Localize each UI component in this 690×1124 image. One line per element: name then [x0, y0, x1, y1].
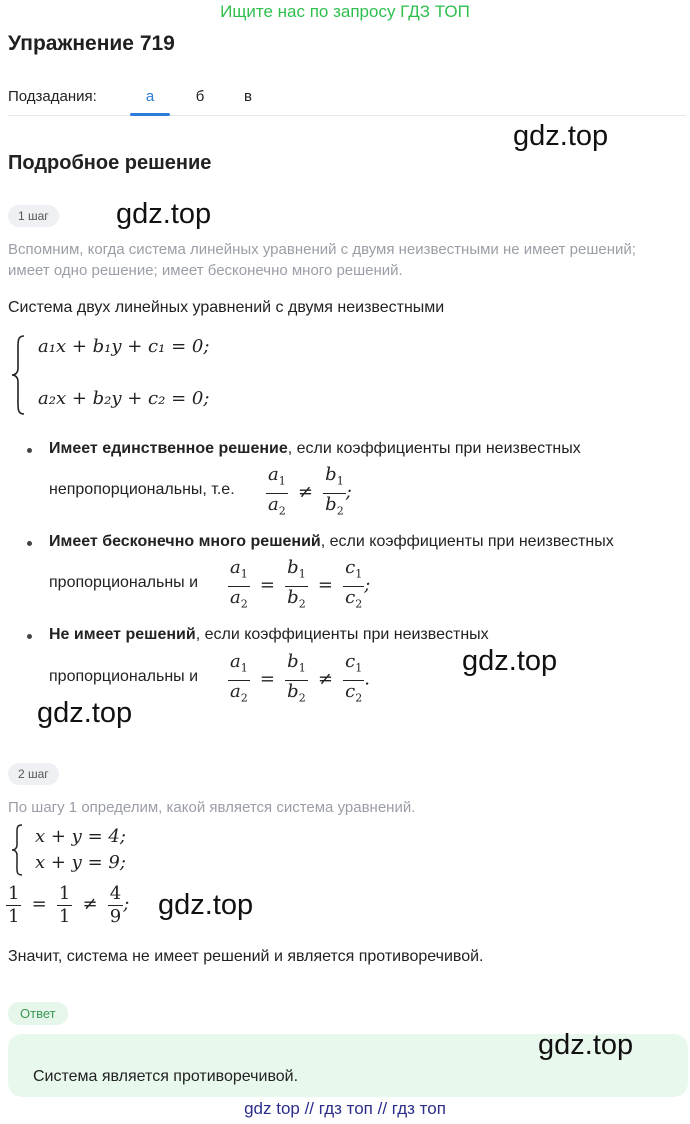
footer-links[interactable]: gdz top // гдз топ // гдз топ: [244, 1099, 446, 1118]
bullet-2-bold: Имеет бесконечно много решений: [49, 533, 321, 550]
left-brace-icon: [8, 334, 28, 416]
watermark: gdz.top: [37, 697, 133, 729]
bullet-dot: [27, 541, 32, 546]
active-tab-indicator: [130, 113, 170, 116]
tab-a[interactable]: а: [145, 88, 155, 105]
watermark: gdz.top: [462, 645, 558, 677]
step-2-intro: По шагу 1 определим, какой является система уравнений.: [8, 799, 416, 816]
search-banner[interactable]: Ищите нас по запросу ГДЗ ТОП: [220, 2, 470, 21]
system-label: Система двух линейных уравнений с двумя неизвестными: [8, 299, 445, 316]
left-brace-icon: [8, 823, 26, 877]
bullet-3-bold: Не имеет решений: [49, 626, 196, 643]
tab-v[interactable]: в: [244, 88, 252, 105]
step-1-badge: 1 шаг: [8, 205, 59, 227]
tab-b[interactable]: б: [195, 88, 205, 105]
step-2-relation: $\frac{1}{1}$ = $\frac{1}{1}$ ≠ $\frac{4}{9}$ ;: [8, 883, 130, 927]
answer-badge: Ответ: [8, 1002, 68, 1025]
bullet-1-line-2: непропорциональны, т.е.: [49, 481, 235, 498]
bullet-1-rest: , если коэффициенты при неизвестных: [287, 440, 581, 457]
bullet-dot: [27, 448, 32, 453]
step-2-badge: 2 шаг: [8, 763, 59, 785]
system-equation-2: a₂x + b₂y + c₂ = 0;: [38, 388, 210, 409]
bullet-3-line-2: пропорциональны и: [49, 668, 199, 685]
system-equation-1: a₁x + b₁y + c₁ = 0;: [38, 336, 210, 357]
bullet-2-line-2: пропорциональны и: [49, 574, 199, 591]
bullet-1-relation: $\frac{a_1}{a_2}$ ≠ $\frac{b_1}{b_2}$ ;: [268, 464, 352, 518]
step-2-conclusion: Значит, система не имеет решений и является противоречивой.: [8, 948, 484, 965]
bullet-2-relation: $\frac{a_1}{a_2}$ = $\frac{b_1}{b_2}$ = $\frac{c_1}{c_2}$ ;: [230, 557, 371, 611]
bullet-3-line-1: [49, 626, 489, 644]
step-2-equation-1: x + y = 4;: [35, 826, 126, 847]
bullet-3-rest: , если коэффициенты при неизвестных: [195, 626, 489, 643]
page-title: Упражнение 719: [8, 32, 175, 55]
watermark: gdz.top: [116, 198, 212, 230]
watermark: gdz.top: [513, 120, 609, 152]
answer-text: Система является противоречивой.: [33, 1068, 299, 1085]
bullet-2-rest: , если коэффициенты при неизвестных: [320, 533, 614, 550]
bullet-1-line-1: [49, 440, 581, 458]
bullet-dot: [27, 634, 32, 639]
solution-heading: Подробное решение: [8, 152, 212, 174]
step-2-equation-2: x + y = 9;: [35, 852, 126, 873]
tabs-divider: [8, 115, 686, 116]
watermark: gdz.top: [158, 889, 254, 921]
bullet-2-line-1: [49, 533, 614, 551]
subtasks-label: Подзадания:: [8, 88, 97, 105]
bullet-3-relation: $\frac{a_1}{a_2}$ = $\frac{b_1}{b_2}$ ≠ $\frac{c_1}{c_2}$ .: [230, 651, 370, 705]
watermark: gdz.top: [538, 1029, 634, 1061]
step-1-intro: Вспомним, когда система линейных уравнений с двумя неизвестными не имеет решений; имеет одно решение; имеет бесконечно много решений.: [8, 241, 636, 279]
bullet-1-bold: Имеет единственное решение: [49, 440, 288, 457]
